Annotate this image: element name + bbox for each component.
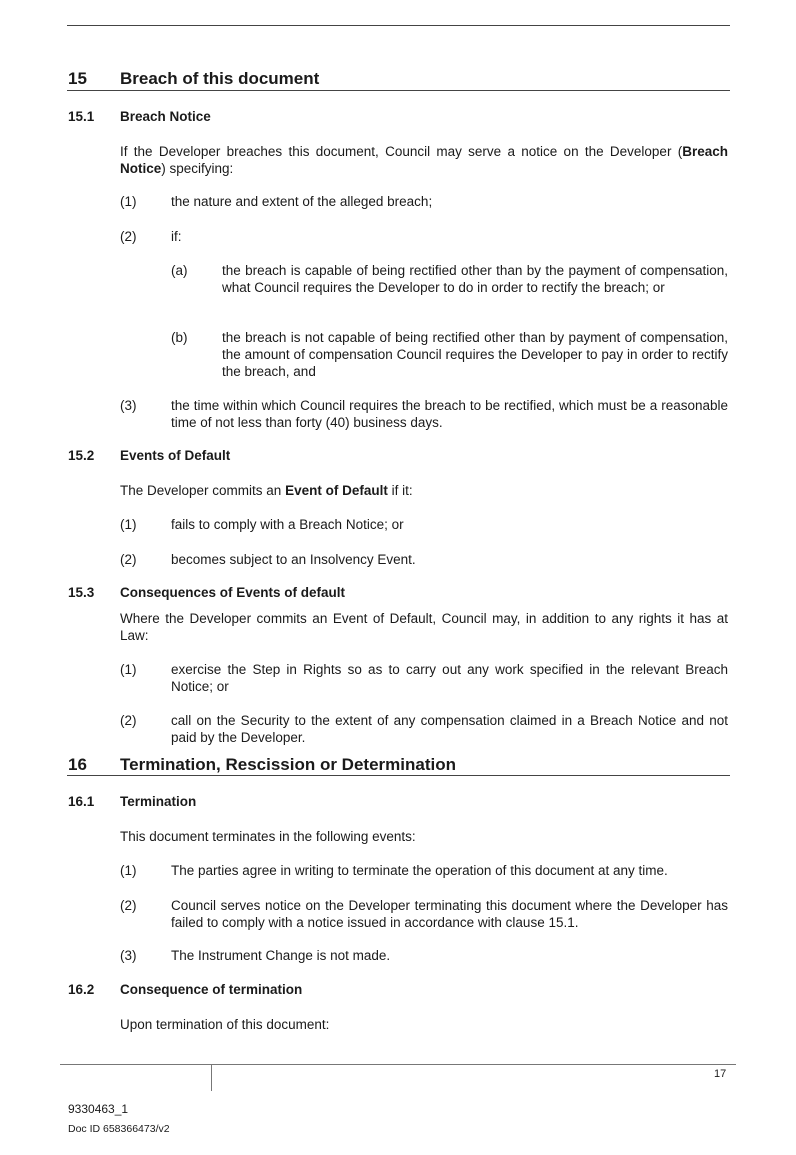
subsection-15-1-intro: If the Developer breaches this document, Council may serve a notice on the Developer (Breach Notice) specifying:: [120, 144, 728, 176]
list-item: The Instrument Change is not made.: [171, 948, 391, 963]
list-item: exercise the Step in Rights so as to carry out any work specified in the relevant Breach Notice; or: [171, 662, 728, 694]
subsection-15-3-intro: Where the Developer commits an Event of Default, Council may, in addition to any rights it has at Law:: [120, 611, 728, 643]
doc-id: Doc ID 658366473/v2: [68, 1123, 170, 1135]
list-item: The parties agree in writing to terminate the operation of this document at any time.: [171, 863, 668, 878]
subitem-label: (a): [171, 263, 188, 278]
doc-number: 9330463_1: [68, 1102, 129, 1116]
subsection-16-2-title: Consequence of termination: [120, 982, 303, 997]
item-label: (3): [120, 948, 137, 963]
subsection-15-3-number: 15.3: [68, 585, 95, 600]
footer-divider: [211, 1065, 212, 1091]
item-label: (2): [120, 552, 137, 567]
section-15-number: 15: [68, 69, 87, 88]
section-15-rule: [67, 90, 730, 91]
section-16-rule: [67, 775, 730, 776]
list-item: the time within which Council requires the breach to be rectified, which must be a reasonable time of not less than forty (40) business days.: [171, 398, 728, 430]
header-rule: [67, 25, 730, 26]
subitem-label: (b): [171, 330, 188, 345]
defined-term-event-of-default: Event of Default: [285, 483, 388, 498]
subsection-15-3-title: Consequences of Events of default: [120, 585, 346, 600]
list-item: call on the Security to the extent of any compensation claimed in a Breach Notice and not paid by the Developer.: [171, 713, 728, 745]
footer-rule: [60, 1064, 736, 1065]
subsection-15-1-title: Breach Notice: [120, 109, 211, 124]
item-label: (1): [120, 517, 137, 532]
subsection-16-2-number: 16.2: [68, 982, 95, 997]
item-label: (3): [120, 398, 137, 413]
page-number: 17: [714, 1068, 727, 1080]
subsection-16-1-number: 16.1: [68, 794, 95, 809]
subsection-16-1-title: Termination: [120, 794, 197, 809]
list-item: if:: [171, 229, 182, 244]
item-label: (1): [120, 194, 137, 209]
sub-list-item: the breach is not capable of being rectified other than by payment of compensation, the amount of compensation Council requires the Developer to pay in order to rectify the breach, and: [222, 330, 728, 379]
list-item: fails to comply with a Breach Notice; or: [171, 517, 404, 532]
subsection-15-2-title: Events of Default: [120, 448, 231, 463]
item-label: (2): [120, 229, 137, 244]
list-item: the nature and extent of the alleged breach;: [171, 194, 433, 209]
section-15-title: Breach of this document: [120, 69, 320, 88]
sub-list-item: the breach is capable of being rectified other than by the payment of compensation, what Council requires the Developer to do in order to rectify the breach; or: [222, 263, 728, 295]
item-label: (1): [120, 863, 137, 878]
defined-term-breach-notice: Breach Notice: [120, 144, 728, 176]
subsection-15-2-number: 15.2: [68, 448, 95, 463]
item-label: (1): [120, 662, 137, 677]
subsection-16-2-intro: Upon termination of this document:: [120, 1017, 330, 1032]
list-item: becomes subject to an Insolvency Event.: [171, 552, 416, 567]
list-item: Council serves notice on the Developer terminating this document where the Developer has failed to comply with a notice issued in accordance with clause 15.1.: [171, 898, 728, 930]
item-label: (2): [120, 898, 137, 913]
subsection-15-2-intro: The Developer commits an Event of Default if it:: [120, 483, 413, 498]
subsection-15-1-number: 15.1: [68, 109, 95, 124]
section-16-title: Termination, Rescission or Determination: [120, 755, 456, 774]
item-label: (2): [120, 713, 137, 728]
section-16-number: 16: [68, 755, 87, 774]
subsection-16-1-intro: This document terminates in the following events:: [120, 829, 416, 844]
